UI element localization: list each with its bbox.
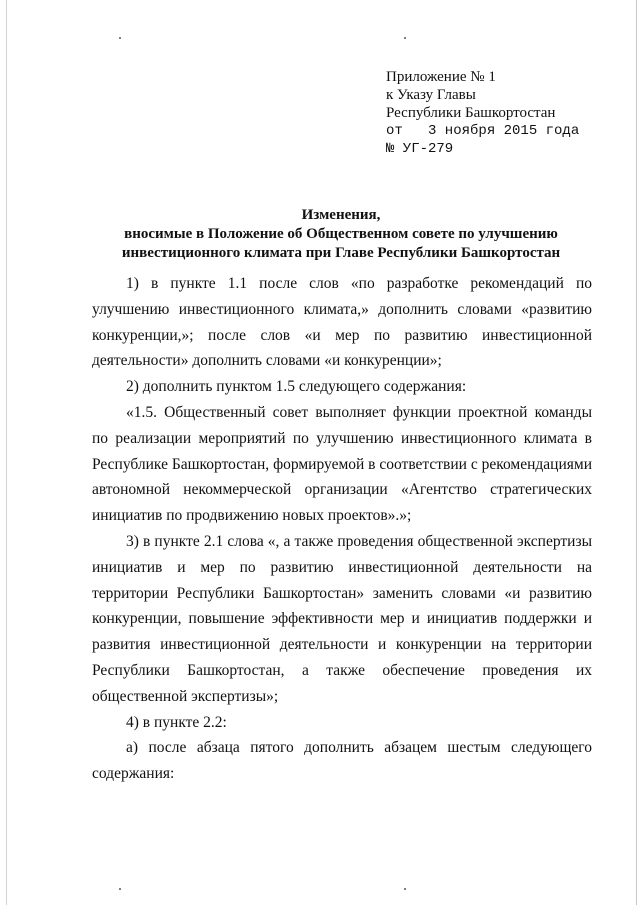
- paragraph-item-4: 4) в пункте 2.2:: [126, 713, 227, 731]
- paragraph-item-4a: а) после абзаца пятого дополнить абзацем шестым следующего содержания:: [92, 739, 592, 783]
- document-body: [92, 271, 592, 787]
- appendix-header: [386, 68, 579, 158]
- paragraph-item-1: 1) в пункте 1.1 после слов «по разработке рекомендаций по улучшению инвестиционного климата,» дополнить словами «развитию конкуренции,»; после слов «и мер по развитию инвестиционной деятельности» дополнить словами «и конкуренции»;: [92, 275, 592, 370]
- document-title: [60, 206, 622, 263]
- appendix-decree-ref: к Указу Главы: [386, 87, 476, 103]
- title-line: вносимые в Положение об Общественном совете по улучшению: [124, 226, 558, 242]
- title-line: инвестиционного климата при Главе Республики Башкортостан: [121, 245, 561, 261]
- appendix-date: от 3 ноября 2015 года: [386, 123, 580, 139]
- scan-speck: [404, 888, 406, 890]
- page-edge-left: [6, 0, 7, 905]
- paragraph-item-3: 3) в пункте 2.1 слова «, а также проведения общественной экспертизы инициатив и мер по развитию инвестиционной деятельности на территории Республики Башкортостан» заменить словами «и развитию конкуренции, повышение эффективности мер и инициатив поддержки и развития инвестиционной деятельности и конкуренции на территории Республики Башкортостан, а также обеспечение проведения их общественной экспертизы»;: [92, 532, 592, 705]
- scan-speck: [119, 888, 121, 890]
- paragraph-item-2: 2) дополнить пунктом 1.5 следующего содержания:: [126, 378, 467, 396]
- scan-speck: [119, 37, 121, 39]
- appendix-republic: Республики Башкортостан: [386, 105, 556, 121]
- paragraph-quote-1-5: «1.5. Общественный совет выполняет функции проектной команды по реализации мероприятий по улучшению инвестиционного климата в Республике Башкортостан, формируемой в соответствии с рекомендациями автономной некоммерческой организации «Агентство стратегических инициатив по продвижению новых проектов».»;: [92, 403, 592, 525]
- title-line: Изменения,: [301, 207, 381, 223]
- appendix-number: Приложение № 1: [386, 69, 496, 85]
- scan-speck: [404, 37, 406, 39]
- appendix-decree-number: № УГ-279: [386, 141, 454, 157]
- page-edge-right: [636, 0, 637, 905]
